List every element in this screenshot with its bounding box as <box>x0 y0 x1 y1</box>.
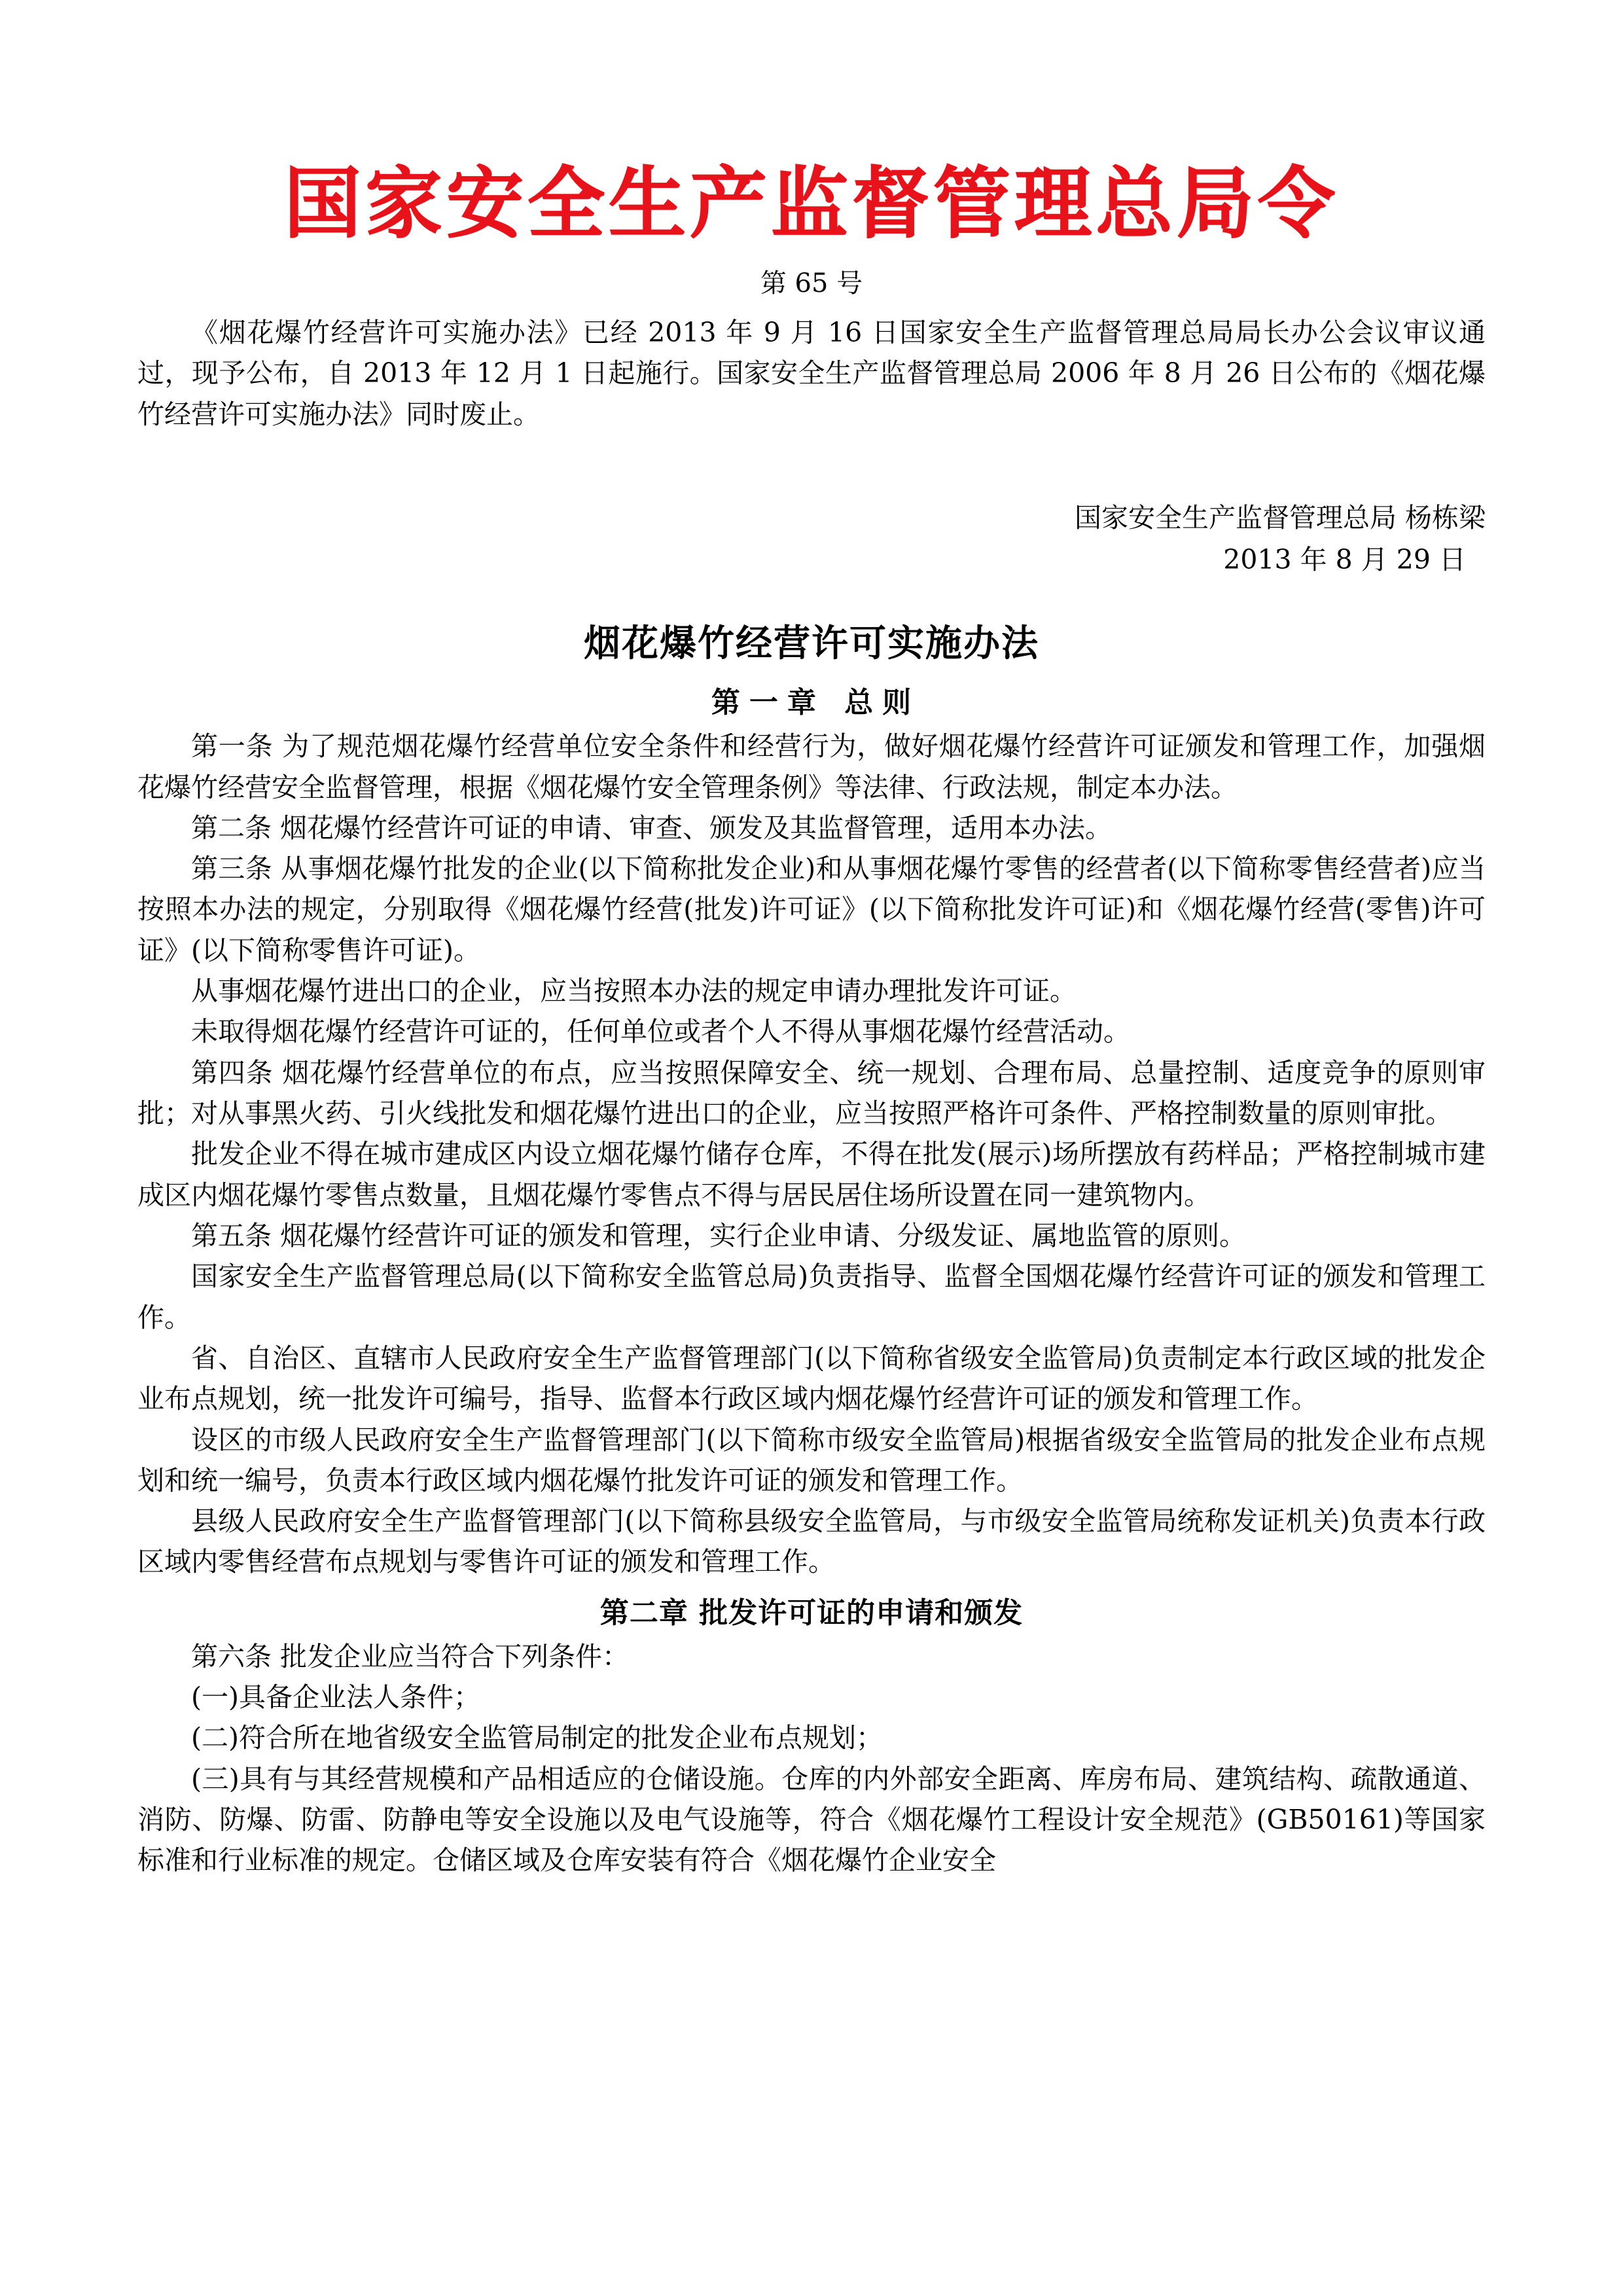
page-title: 国家安全生产监督管理总局令 <box>283 158 1339 249</box>
article-paragraph: 县级人民政府安全生产监督管理部门(以下简称县级安全监管局，与市级安全监管局统称发证机关)负责本行政区域内零售经营布点规划与零售许可证的颁发和管理工作。 <box>137 1505 1486 1578</box>
article-paragraph: 第六条 批发企业应当符合下列条件： <box>191 1640 630 1672</box>
article-paragraph: 第三条 从事烟花爆竹批发的企业(以下简称批发企业)和从事烟花爆竹零售的经营者(以下简称零售经营者)应当按照本办法的规定，分别取得《烟花爆竹经营(批发)许可证》(以下简称批发许可证)和《烟花爆竹经营(零售)许可证》(以下简称零售许可证)。 <box>137 853 1486 966</box>
order-number: 第 65 号 <box>760 268 863 299</box>
chapter-heading-1 <box>137 679 1486 721</box>
chapter-1-suffix: 则 <box>882 686 912 720</box>
article-paragraph: 从事烟花爆竹进出口的企业，应当按照本办法的规定申请办理批发许可证。 <box>191 975 1077 1007</box>
article-paragraph: 未取得烟花爆竹经营许可证的，任何单位或者个人不得从事烟花爆竹经营活动。 <box>191 1016 1130 1048</box>
article-paragraph: 国家安全生产监督管理总局(以下简称安全监管总局)负责指导、监督全国烟花爆竹经营许可证的颁发和管理工作。 <box>137 1261 1486 1333</box>
chapter-2-body <box>137 1636 1486 1881</box>
article-paragraph: (一)具备企业法人条件； <box>191 1681 480 1713</box>
article-paragraph: 设区的市级人民政府安全生产监督管理部门(以下简称市级安全监管局)根据省级安全监管局的批发企业布点规划和统一编号，负责本行政区域内烟花爆竹批发许可证的颁发和管理工作。 <box>137 1424 1486 1496</box>
article-paragraph: 第一条 为了规范烟花爆竹经营单位安全条件和经营行为，做好烟花爆竹经营许可证颁发和管理工作，加强烟花爆竹经营安全监督管理，根据《烟花爆竹安全管理条例》等法律、行政法规，制定本办法。 <box>137 730 1486 803</box>
law-title: 烟花爆竹经营许可实施办法 <box>584 622 1039 666</box>
article-paragraph: 省、自治区、直辖市人民政府安全生产监督管理部门(以下简称省级安全监管局)负责制定本行政区域的批发企业布点规划，统一批发许可编号，指导、监督本行政区域内烟花爆竹经营许可证的颁发和管理工作。 <box>137 1342 1486 1415</box>
chapter-heading-2: 第二章 批发许可证的申请和颁发 <box>599 1596 1024 1630</box>
article-paragraph: 第五条 烟花爆竹经营许可证的颁发和管理，实行企业申请、分级发证、属地监管的原则。 <box>191 1219 1247 1251</box>
article-paragraph: (三)具有与其经营规模和产品相适应的仓储设施。仓库的内外部安全距离、库房布局、建筑结构、疏散通道、消防、防爆、防雷、防静电等安全设施以及电气设施等，符合《烟花爆竹工程设计安全规范》(GB50161)等国家标准和行业标准的规定。仓储区域及仓库安装有符合《烟花爆竹企业安全 <box>137 1763 1486 1876</box>
signature-date: 2013 年 8 月 29 日 <box>1223 543 1466 575</box>
signature-block <box>137 497 1486 581</box>
article-paragraph: (二)符合所在地省级安全监管局制定的批发企业布点规划； <box>191 1722 883 1754</box>
article-paragraph: 第二条 烟花爆竹经营许可证的申请、审查、颁发及其监督管理，适用本办法。 <box>191 812 1113 844</box>
article-paragraph: 批发企业不得在城市建成区内设立烟花爆竹储存仓库，不得在批发(展示)场所摆放有药样品；严格控制城市建成区内烟花爆竹零售点数量，且烟花爆竹零售点不得与居民居住场所设置在同一建筑物内。 <box>137 1138 1486 1211</box>
chapter-1-prefix: 第一章 总 <box>711 686 883 720</box>
chapter-1-body <box>137 726 1486 1583</box>
preamble-paragraph: 《烟花爆竹经营许可实施办法》已经 2013 年 9 月 16 日国家安全生产监督管理总局局长办公会议审议通过，现予公布，自 2013 年 12 月 1 日起施行。国家安全生产监督管理总局 2006 年 8 月 26 日公布的《烟花爆竹经营许可实施办法》同时废止。 <box>137 317 1486 430</box>
article-paragraph: 第四条 烟花爆竹经营单位的布点，应当按照保障安全、统一规划、合理布局、总量控制、适度竞争的原则审批；对从事黑火药、引火线批发和烟花爆竹进出口的企业，应当按照严格许可条件、严格控制数量的原则审批。 <box>137 1056 1486 1129</box>
signature-authority: 国家安全生产监督管理总局 杨栋梁 <box>1074 502 1486 534</box>
